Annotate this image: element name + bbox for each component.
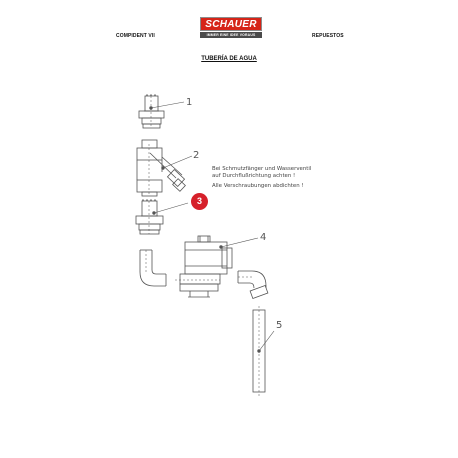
part-1-union <box>139 95 184 128</box>
elbow-pipe-right <box>238 271 268 298</box>
logo-tagline: IMMER EINE IDEE VORAUS <box>200 32 262 38</box>
note-line-3: Alle Verschraubungen abdichten ! <box>212 183 304 189</box>
part-number-4: 4 <box>260 232 267 243</box>
logo-wordmark: SCHAUER <box>200 17 262 31</box>
header-right-text: REPUESTOS <box>312 33 344 39</box>
part-5-pipe <box>253 306 274 396</box>
part-number-1: 1 <box>186 97 193 108</box>
part-2-strainer <box>137 140 192 196</box>
note-line-2: auf Durchflußrichtung achten ! <box>212 173 296 179</box>
header-left-text: COMPIDENT VII <box>116 33 155 39</box>
elbow-pipe-left <box>140 250 166 286</box>
part-4-water-valve <box>175 236 258 297</box>
part-3-union <box>136 200 188 234</box>
part-number-5: 5 <box>276 320 283 331</box>
part-number-2: 2 <box>193 150 200 161</box>
page-title: TUBERÍA DE AGUA <box>201 56 257 62</box>
highlight-badge: 3 <box>191 193 208 210</box>
note-line-1: Bei Schmutzfänger und Wasserventil <box>212 166 312 172</box>
